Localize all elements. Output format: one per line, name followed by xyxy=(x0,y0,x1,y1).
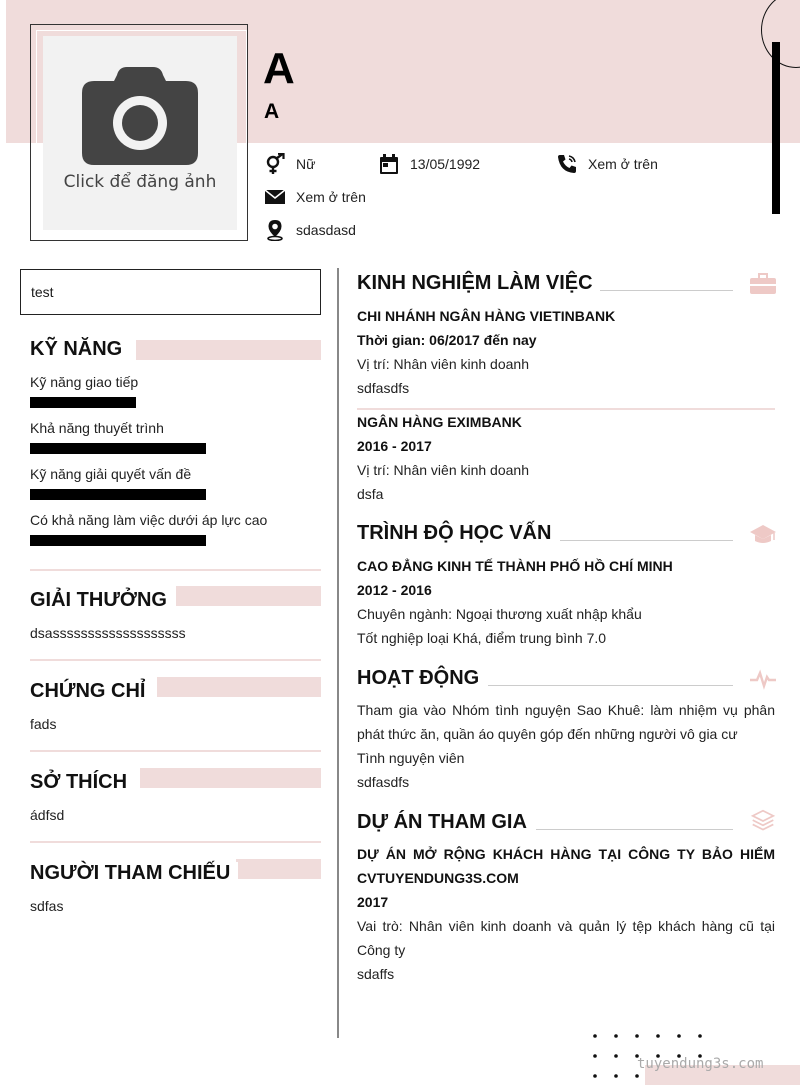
section-divider xyxy=(30,659,321,661)
project-role[interactable]: Vai trò: Nhân viên kinh doanh và quản lý tệp khách hàng cũ tại Công ty xyxy=(357,918,775,958)
gender-row[interactable] xyxy=(264,153,315,175)
experience-title: KINH NGHIỆM LÀM VIỆC xyxy=(357,272,593,294)
layers-icon xyxy=(749,809,777,833)
email-row[interactable] xyxy=(264,186,366,208)
phone-value: Xem ở trên xyxy=(588,156,658,172)
email-icon xyxy=(264,186,286,208)
phone-icon xyxy=(556,153,578,175)
education-grade[interactable]: Tốt nghiệp loại Khá, điểm trung bình 7.0 xyxy=(357,630,607,646)
section-divider xyxy=(30,750,321,752)
experience-time[interactable]: Thời gian: 06/2017 đến nay xyxy=(357,332,537,348)
references-text[interactable]: sdfas xyxy=(30,898,64,914)
skill-label[interactable]: Kỹ năng giải quyết vấn đề xyxy=(30,466,192,482)
skill-label[interactable]: Kỹ năng giao tiếp xyxy=(30,374,139,390)
experience-company[interactable]: CHI NHÁNH NGÂN HÀNG VIETINBANK xyxy=(357,308,616,324)
title-underline xyxy=(488,685,733,686)
objective-box[interactable]: test xyxy=(20,269,321,315)
birthday-row[interactable] xyxy=(378,153,480,175)
experience-position[interactable]: Vị trí: Nhân viên kinh doanh xyxy=(357,462,529,478)
title-underline xyxy=(600,290,733,291)
activities-title: HOẠT ĐỘNG xyxy=(357,667,480,689)
project-time[interactable]: 2017 xyxy=(357,894,389,910)
skill-label[interactable]: Có khả năng làm việc dưới áp lực cao xyxy=(30,512,268,528)
certificates-accent-bar xyxy=(157,677,321,697)
project-name[interactable]: DỰ ÁN MỞ RỘNG KHÁCH HÀNG TẠI CÔNG TY BẢO HIỂM CVTUYENDUNG3S.COM xyxy=(357,846,775,886)
birthday-value: 13/05/1992 xyxy=(410,156,481,172)
projects-title: DỰ ÁN THAM GIA xyxy=(357,811,527,833)
awards-text[interactable]: dsasssssssssssssssssss xyxy=(30,625,186,641)
references-accent-bar xyxy=(236,859,321,879)
experience-position[interactable]: Vị trí: Nhân viên kinh doanh xyxy=(357,356,529,372)
location-pin-icon xyxy=(264,219,286,241)
calendar-icon xyxy=(378,153,400,175)
project-extra[interactable]: sdaffs xyxy=(357,966,395,982)
email-value: Xem ở trên xyxy=(296,189,366,205)
hobbies-title: SỞ THÍCH xyxy=(30,771,135,794)
photo-caption: Click để đăng ảnh xyxy=(63,172,217,192)
activities-extra[interactable]: sdfasdfs xyxy=(357,774,410,790)
experience-time[interactable]: 2016 - 2017 xyxy=(357,438,432,454)
photo-upload[interactable] xyxy=(43,36,237,230)
skill-level-bar xyxy=(30,535,206,546)
watermark: tuyendung3s.com xyxy=(637,1056,764,1072)
title-underline xyxy=(560,540,733,541)
address-value: sdasdasd xyxy=(296,222,356,238)
camera-icon xyxy=(82,65,198,165)
decorative-bar xyxy=(772,42,780,214)
experience-company[interactable]: NGÂN HÀNG EXIMBANK xyxy=(357,414,522,430)
awards-title: GIẢI THƯỞNG xyxy=(30,589,175,612)
education-school[interactable]: CAO ĐẲNG KINH TẾ THÀNH PHỐ HỒ CHÍ MINH xyxy=(357,558,673,574)
hobbies-text[interactable]: ádfsd xyxy=(30,807,65,823)
skills-accent-bar xyxy=(136,340,321,360)
briefcase-icon xyxy=(749,272,777,296)
column-divider xyxy=(337,268,339,1038)
graduation-cap-icon xyxy=(749,522,777,546)
certificates-text[interactable]: fads xyxy=(30,716,57,732)
certificates-title: CHỨNG CHỈ xyxy=(30,680,153,703)
heartbeat-icon xyxy=(749,667,777,691)
skill-level-bar xyxy=(30,397,136,408)
skills-title: KỸ NĂNG xyxy=(30,338,130,361)
awards-accent-bar xyxy=(176,586,321,606)
candidate-position[interactable]: A xyxy=(264,100,280,123)
phone-row[interactable] xyxy=(556,153,658,175)
experience-description[interactable]: dsfa xyxy=(357,486,384,502)
education-title: TRÌNH ĐỘ HỌC VẤN xyxy=(357,522,552,544)
skill-level-bar xyxy=(30,443,206,454)
experience-description[interactable]: sdfasdfs xyxy=(357,380,410,396)
education-major[interactable]: Chuyên ngành: Ngoại thương xuất nhập khẩu xyxy=(357,606,642,622)
title-underline xyxy=(536,829,733,830)
skill-level-bar xyxy=(30,489,206,500)
address-row[interactable] xyxy=(264,219,356,241)
gender-icon xyxy=(264,153,286,175)
hobbies-accent-bar xyxy=(140,768,321,788)
photo-border xyxy=(30,24,248,241)
skill-label[interactable]: Khả năng thuyết trình xyxy=(30,420,164,436)
section-divider xyxy=(30,841,321,843)
education-time[interactable]: 2012 - 2016 xyxy=(357,582,432,598)
candidate-name[interactable]: A xyxy=(263,44,295,93)
activities-description[interactable]: Tham gia vào Nhóm tình nguyện Sao Khuê: làm nhiệm vụ phân phát thức ăn, quần áo quyên góp đến những người vô gia cư xyxy=(357,702,775,742)
references-title: NGƯỜI THAM CHIẾU xyxy=(30,862,238,885)
gender-value: Nữ xyxy=(296,156,316,172)
section-divider xyxy=(30,569,321,571)
activities-role[interactable]: Tình nguyện viên xyxy=(357,750,465,766)
